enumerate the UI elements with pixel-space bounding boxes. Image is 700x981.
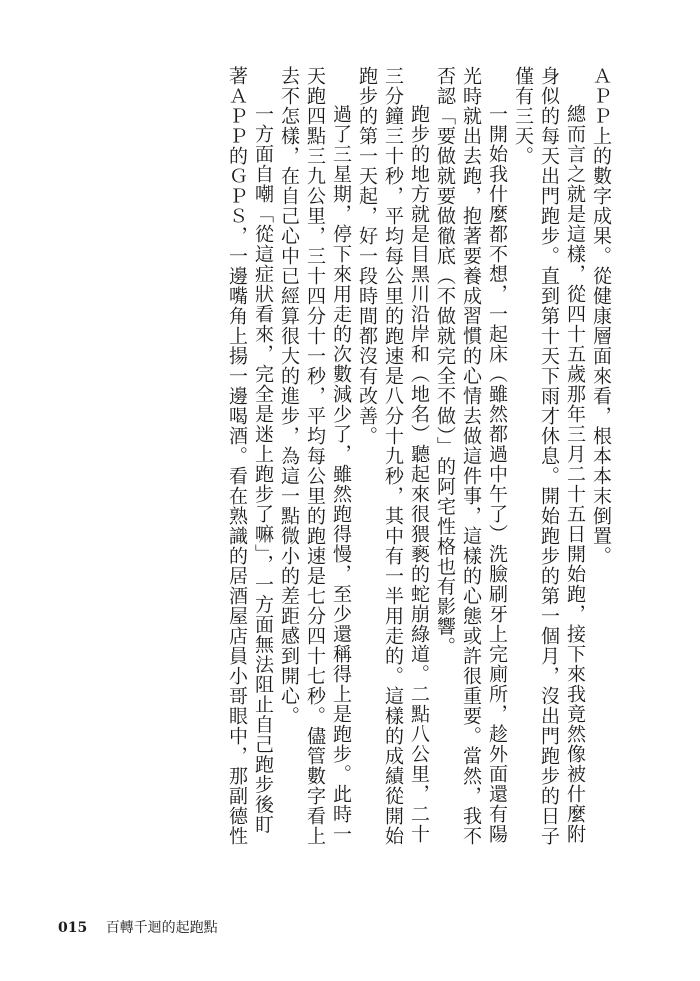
text-line: 去不怎樣，在自己心中已經算很大的進步，為這一點微小的差距感到開心。 (278, 66, 300, 726)
text-line: ＡＰＰ上的數字成果。從健康層面來看，根本本末倒置。 (590, 66, 612, 566)
text-line: 跑步的第一天起，好一段時間都沒有改善。 (356, 66, 378, 446)
text-line: 天跑四點三九公里，三十四分十一秒，平均每公里的跑速是七分四十七秒。儘管數字看上 (304, 66, 326, 846)
text-line: 過了三星期，停下來用走的次數減少了，雖然跑得慢，至少還稱得上是跑步。此時一 (330, 104, 352, 844)
text-line: 三分鐘三十秒，平均每公里的跑速是八分十九秒，其中有一半用走的。這樣的成績從開始 (382, 66, 404, 846)
page-number: 015 (58, 920, 88, 936)
text-line: 跑步的地方就是目黑川沿岸和（地名）聽起來很猥褻的蛇崩綠道。二點八公里，二十 (408, 104, 430, 844)
body-text (69, 66, 614, 846)
text-line: 光時就出去跑，抱著要養成習慣的心情去做這件事，這樣的心態或許很重要。當然，我不 (460, 66, 482, 846)
text-line: 僅有三天。 (512, 66, 534, 166)
text-line: 一方面自嘲「從這症狀看來，完全是迷上跑步了嘛」，一方面無法阻止自己跑步後盯 (252, 104, 274, 835)
page-footer (58, 917, 218, 937)
text-line: 一開始我什麼都不想，一起床（雖然都過中午了）洗臉刷牙上完廁所，趁外面還有陽 (486, 104, 508, 844)
text-line: 否認「要做就要做徹底（不做就完全不做）」的阿宅性格也有影響。 (434, 66, 456, 657)
text-line: 著ＡＰＰ的ＧＰＳ，一邊嘴角上揚一邊喝酒。看在熟識的居酒屋店員小哥眼中，那副德性 (226, 66, 248, 846)
text-line: 總而言之就是這樣，從四十五歲那年三月二十五日開始跑，接下來我竟然像被什麼附 (564, 104, 586, 844)
text-line: 身似的每天出門跑步。直到第十天下雨才休息。開始跑步的第一個月，沒出門跑步的日子 (538, 66, 560, 846)
running-title: 百轉千迴的起跑點 (105, 920, 218, 936)
